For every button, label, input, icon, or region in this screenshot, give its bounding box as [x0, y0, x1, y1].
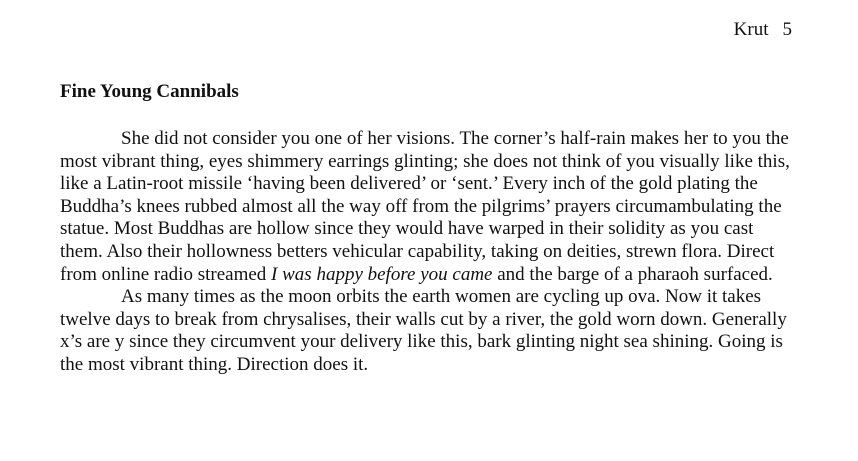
header-page-number: 5	[782, 19, 792, 40]
paragraph-2	[60, 286, 800, 376]
paragraph-1-segment-1: She did not consider you one of her visions. The corner’s half-rain makes her to you the most vibrant thing, eyes shimmery earrings glinting; she does not think of you visually like this, like a Latin-root missile ‘having been delivered’ or ‘sent.’ Every inch of the gold plating the Buddha’s knees rubbed almost all the way off from the pilgrims’ prayers circumambulating the statue. Most Buddhas are hollow since they would have warped in their solidity as you cast them. Also their hollowness betters vehicular capability, taking on deities, strewn flora. Direct from online radio streamed	[60, 128, 790, 285]
paragraph-2-segment-1: As many times as the moon orbits the earth women are cycling up ova. Now it takes twelve days to break from chrysalises, their walls cut by a river, the gold worn down. Generally x’s are y since they circumvent your delivery like this, bark glinting night sea shining. Going is the most vibrant thing. Direction does it.	[60, 286, 787, 375]
paragraph-1	[60, 128, 800, 286]
body-text	[60, 128, 800, 377]
page-header	[734, 18, 792, 42]
paragraph-1-italic-phrase: I was happy before you came	[271, 263, 493, 285]
paragraph-1-segment-3: and the barge of a pharaoh surfaced.	[492, 263, 773, 285]
header-author: Krut	[733, 19, 769, 40]
document-title: Fine Young Cannibals	[60, 81, 239, 102]
